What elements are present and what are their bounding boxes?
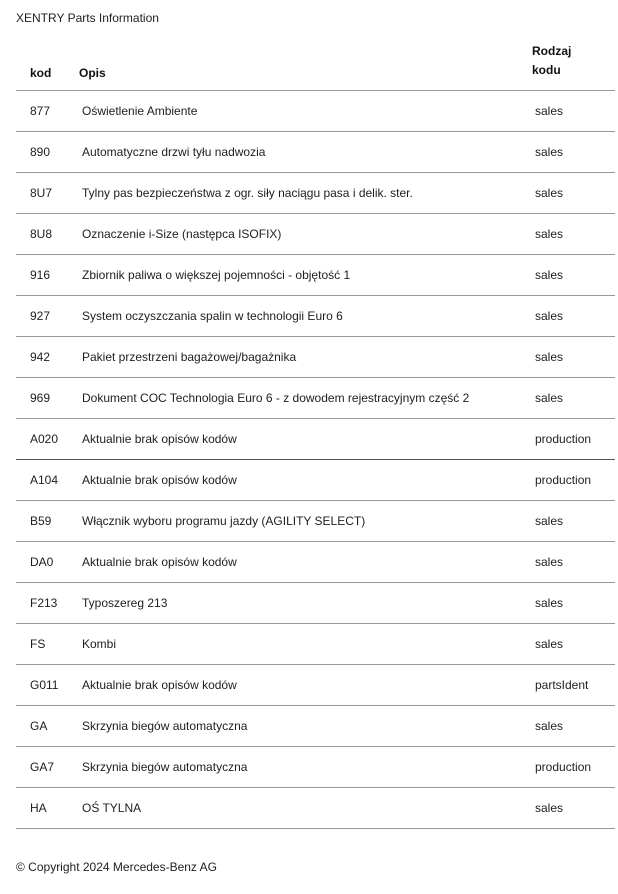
- cell-code-type: sales: [535, 145, 564, 159]
- cell-code-type: sales: [535, 719, 564, 733]
- cell-description: Tylny pas bezpieczeństwa z ogr. siły naciągu pasa i delik. ster.: [82, 186, 413, 200]
- table-row: [16, 255, 615, 296]
- table-row: [16, 583, 615, 624]
- cell-description: Pakiet przestrzeni bagażowej/bagażnika: [82, 350, 297, 364]
- table-row: [16, 378, 615, 419]
- cell-code: 927: [30, 309, 51, 323]
- table-row: [16, 132, 615, 173]
- cell-code-type: sales: [535, 186, 564, 200]
- cell-description: Automatyczne drzwi tyłu nadwozia: [82, 145, 266, 159]
- cell-code: A020: [30, 432, 59, 446]
- table-row: [16, 173, 615, 214]
- cell-description: Aktualnie brak opisów kodów: [82, 432, 237, 446]
- cell-description: Kombi: [82, 637, 117, 651]
- cell-code-type: sales: [535, 104, 564, 118]
- cell-description: Zbiornik paliwa o większej pojemności - objętość 1: [82, 268, 351, 282]
- cell-code-type: production: [535, 760, 592, 774]
- cell-code-type: production: [535, 473, 592, 487]
- cell-code: HA: [30, 801, 47, 815]
- cell-code-type: sales: [535, 596, 564, 610]
- table-header-row: [16, 44, 615, 91]
- cell-code-type: sales: [535, 637, 564, 651]
- table-row: [16, 460, 615, 501]
- cell-code-type: sales: [535, 801, 564, 815]
- cell-code: A104: [30, 473, 59, 487]
- table-row: [16, 624, 615, 665]
- cell-description: Oświetlenie Ambiente: [82, 104, 198, 118]
- cell-code-type: production: [535, 432, 592, 446]
- cell-description: Włącznik wyboru programu jazdy (AGILITY SELECT): [82, 514, 366, 528]
- cell-code: 8U7: [30, 186, 53, 200]
- cell-code-type: sales: [535, 227, 564, 241]
- cell-code-type: sales: [535, 514, 564, 528]
- column-header-code-type: Rodzaj kodu: [532, 44, 572, 77]
- page-title: XENTRY Parts Information: [16, 11, 159, 25]
- column-header-code: kod: [30, 66, 52, 80]
- cell-description: Typoszereg 213: [82, 596, 168, 610]
- cell-description: Aktualnie brak opisów kodów: [82, 678, 237, 692]
- parts-code-table: [16, 44, 615, 829]
- cell-code: GA7: [30, 760, 55, 774]
- table-row: [16, 419, 615, 460]
- cell-code: F213: [30, 596, 58, 610]
- cell-code: DA0: [30, 555, 54, 569]
- table-row: [16, 296, 615, 337]
- cell-code: 916: [30, 268, 51, 282]
- cell-description: Aktualnie brak opisów kodów: [82, 473, 237, 487]
- cell-code: 877: [30, 104, 51, 118]
- cell-description: Dokument COC Technologia Euro 6 - z dowodem rejestracyjnym część 2: [82, 391, 470, 405]
- table-row: [16, 214, 615, 255]
- cell-code: 8U8: [30, 227, 53, 241]
- copyright-footer: © Copyright 2024 Mercedes-Benz AG: [16, 860, 217, 874]
- cell-code-type: sales: [535, 555, 564, 569]
- table-row: [16, 542, 615, 583]
- table-row: [16, 747, 615, 788]
- table-row: [16, 501, 615, 542]
- table-row: [16, 337, 615, 378]
- cell-code: GA: [30, 719, 48, 733]
- cell-code-type: sales: [535, 268, 564, 282]
- column-header-description: Opis: [79, 66, 106, 80]
- cell-description: Skrzynia biegów automatyczna: [82, 760, 248, 774]
- cell-description: Aktualnie brak opisów kodów: [82, 555, 237, 569]
- cell-description: OŚ TYLNA: [82, 801, 142, 815]
- cell-code-type: sales: [535, 391, 564, 405]
- table-row: [16, 665, 615, 706]
- cell-code: 969: [30, 391, 51, 405]
- table-row: [16, 706, 615, 747]
- cell-code: FS: [30, 637, 46, 651]
- cell-code: 890: [30, 145, 51, 159]
- cell-code-type: sales: [535, 309, 564, 323]
- cell-description: System oczyszczania spalin w technologii Euro 6: [82, 309, 343, 323]
- table-row: [16, 91, 615, 132]
- cell-code: B59: [30, 514, 52, 528]
- cell-code: G011: [30, 678, 59, 692]
- cell-description: Oznaczenie i-Size (następca ISOFIX): [82, 227, 282, 241]
- cell-code-type: sales: [535, 350, 564, 364]
- cell-code: 942: [30, 350, 51, 364]
- cell-code-type: partsIdent: [535, 678, 589, 692]
- table-row: [16, 788, 615, 829]
- cell-description: Skrzynia biegów automatyczna: [82, 719, 248, 733]
